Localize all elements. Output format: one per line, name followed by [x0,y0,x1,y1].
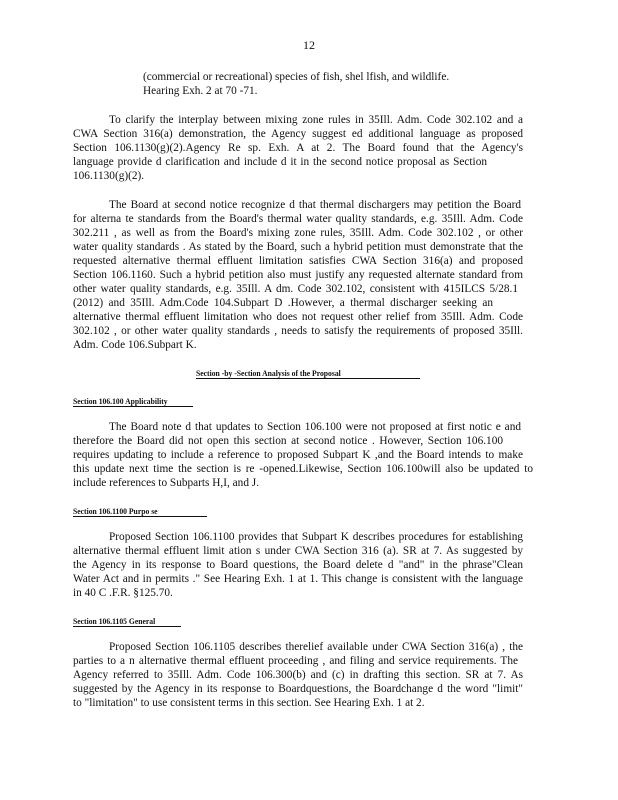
text-line: Section 106.1130(g)(2).Agency Re sp. Exh. A at 2. The Board found that the Agency's [73,142,523,154]
text-line: Hearing Exh. 2 at 70 -71. [143,85,258,97]
text-line: To clarify the interplay between mixing zone rules in 35Ill. Adm. Code 302.102 and a [109,114,523,126]
text-line: include references to Subparts H,I, and J. [73,477,260,489]
text-line: other water quality standards, e.g. 35Ill. A dm. Code 302.102, consistent with 415ILCS 5/28.1 [73,283,518,295]
heading-underline [73,516,207,517]
text-line: Section 106.1160. Such a hybrid petition also must justify any requested alternate standard from [73,269,523,281]
text-line: water quality standards . As stated by the Board, such a hybrid petition must demonstrate that the [73,241,523,253]
text-line: in 40 C .F.R. §125.70. [73,587,173,599]
text-line: this update next time the section is re -opened.Likewise, Section 106.100will also be updated to [73,463,533,475]
text-line: Water Act and in permits ." See Hearing Exh. 1 at 1. This change is consistent with the language [73,573,523,585]
text-line: CWA Section 316(a) demonstration, the Agency suggest ed additional language as proposed [73,128,523,140]
text-line: Adm. Code 106.Subpart K. [73,339,197,351]
heading-underline [196,378,420,379]
text-line: Proposed Section 106.1105 describes therelief available under CWA Section 316(a) , the [109,641,523,653]
text-line: requires updating to include a reference to proposed Subpart K ,and the Board intends to make [73,449,523,461]
text-line: (commercial or recreational) species of fish, shel lfish, and wildlife. [143,71,450,83]
text-line: alternative thermal effluent limitation who does not request other relief from 35Ill. Adm. Code [73,311,523,323]
text-line: requested alternative thermal effluent limitation satisfies CWA Section 316(a) and proposed [73,255,523,267]
section-106-1100-heading: Section 106.1100 Purpo se [73,506,158,516]
text-line: 106.1130(g)(2). [73,170,145,182]
text-line: Agency referred to 35Ill. Adm. Code 106.300(b) and (c) in drafting this section. SR at 7. As [73,669,523,681]
text-line: 302.102 , or other water quality standards , needs to satisfy the requirements of proposed 35Ill. [73,325,523,337]
text-line: the Agency in its response to Board questions, the Board delete d "and" in the phrase"Clean [73,559,523,571]
text-line: parties to a n alternative thermal effluent proceeding , and filing and service requirements. The [73,655,518,667]
section-analysis-heading: Section -by -Section Analysis of the Proposal [196,368,341,378]
heading-underline [73,626,181,627]
section-106-100-heading: Section 106.100 Applicability [73,396,168,406]
heading-underline [73,406,193,407]
section-106-1105-heading: Section 106.1105 General [73,616,156,626]
text-line: The Board note d that updates to Section 106.100 were not proposed at first notic e and [109,421,521,433]
text-line: therefore the Board did not open this section at second notice . However, Section 106.100 [73,435,503,447]
text-line: (2012) and 35Ill. Adm.Code 104.Subpart D .However, a thermal discharger seeking an [73,297,493,309]
text-line: suggested by the Agency in its response to Boardquestions, the Boardchange d the word "limit" [73,683,523,695]
text-line: to "limitation" to use consistent terms in this section. See Hearing Exh. 1 at 2. [73,697,425,709]
text-line: language provide d clarification and include d it in the second notice proposal as Section [73,156,487,168]
page-number: 12 [303,38,315,52]
text-line: for alterna te standards from the Board's thermal water quality standards, e.g. 35Ill. Adm. Code [73,213,523,225]
text-line: Proposed Section 106.1100 provides that Subpart K describes procedures for establishing [109,531,523,543]
text-line: 302.211 , as well as from the Board's mixing zone rules, 35Ill. Adm. Code 302.102 , or other [73,227,523,239]
text-line: alternative thermal effluent limit ation s under CWA Section 316 (a). SR at 7. As suggested by [73,545,523,557]
text-line: The Board at second notice recognize d that thermal dischargers may petition the Board [109,199,521,211]
